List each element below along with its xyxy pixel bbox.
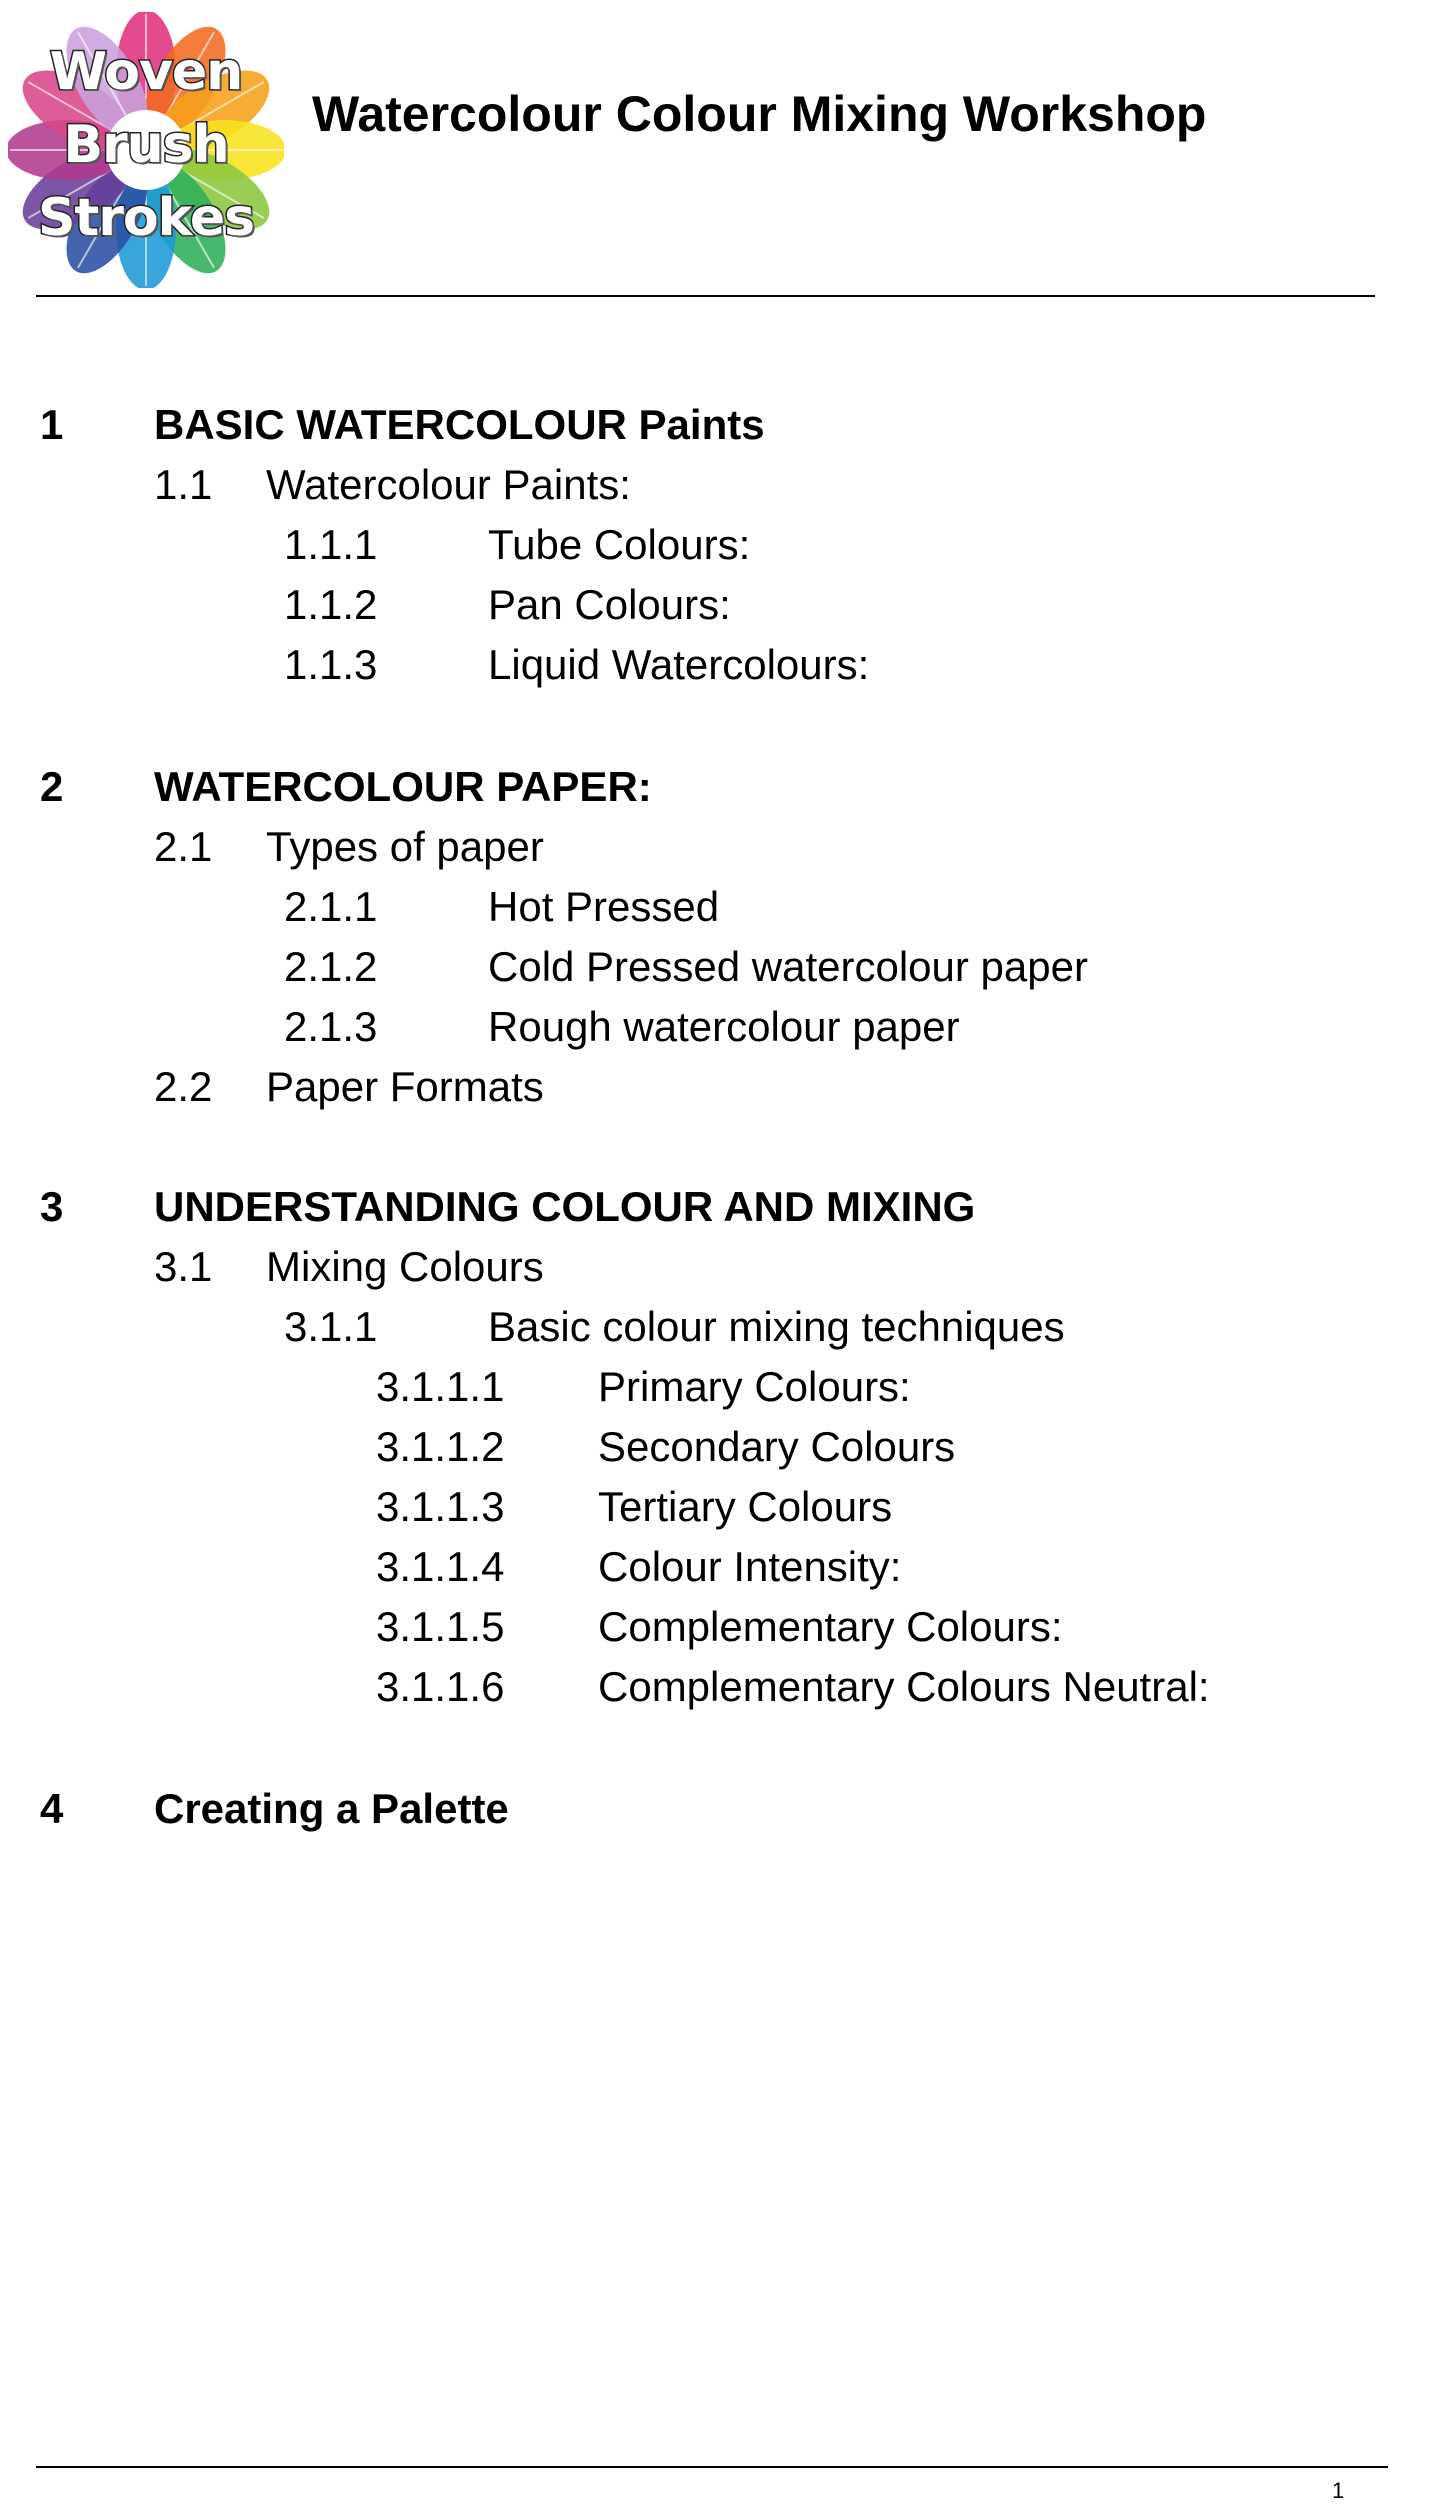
- toc-label: Complementary Colours Neutral:: [598, 1663, 1210, 1710]
- toc-number: 3.1.1.6: [376, 1663, 505, 1710]
- toc-label: Basic colour mixing techniques: [488, 1303, 1065, 1350]
- toc-label: Rough watercolour paper: [488, 1003, 960, 1050]
- toc-label: Primary Colours:: [598, 1363, 911, 1410]
- toc-label: Cold Pressed watercolour paper: [488, 943, 1088, 990]
- toc-label: UNDERSTANDING COLOUR AND MIXING: [154, 1183, 976, 1230]
- toc-label: Secondary Colours: [598, 1423, 956, 1470]
- toc-number: 2.1: [154, 823, 213, 870]
- toc-label: Pan Colours:: [488, 581, 731, 628]
- toc-number: 1.1.2: [284, 581, 378, 628]
- toc-label: Watercolour Paints:: [266, 461, 631, 508]
- toc-label: Mixing Colours: [266, 1243, 544, 1290]
- toc-number: 2.1.3: [284, 1003, 378, 1050]
- toc-number: 3.1.1.5: [376, 1603, 505, 1650]
- toc-number: 3.1.1: [284, 1303, 378, 1350]
- toc-number: 3.1: [154, 1243, 213, 1290]
- toc-number: 2.2: [154, 1063, 213, 1110]
- toc-label: WATERCOLOUR PAPER:: [154, 763, 652, 810]
- toc-number: 3.1.1.2: [376, 1423, 505, 1470]
- toc-label: Hot Pressed: [488, 883, 720, 930]
- toc-number: 4: [40, 1785, 64, 1832]
- toc-label: Complementary Colours:: [598, 1603, 1063, 1650]
- logo-word-3: Strokes: [37, 188, 255, 248]
- footer-divider: [36, 2466, 1388, 2468]
- toc-label: Liquid Watercolours:: [488, 641, 870, 688]
- toc-number: 1.1.3: [284, 641, 378, 688]
- toc-number: 3.1.1.1: [376, 1363, 505, 1410]
- toc-number: 3.1.1.3: [376, 1483, 505, 1530]
- toc-number: 2: [40, 763, 64, 810]
- toc-number: 3: [40, 1183, 64, 1230]
- toc-number: 2.1.2: [284, 943, 378, 990]
- toc-label: BASIC WATERCOLOUR Paints: [154, 401, 765, 448]
- toc-number: 2.1.1: [284, 883, 378, 930]
- toc-label: Creating a Palette: [154, 1785, 509, 1832]
- document-title: Watercolour Colour Mixing Workshop: [312, 86, 1207, 142]
- woven-brush-strokes-logo: [8, 12, 284, 288]
- header-divider: [36, 295, 1375, 297]
- page-number: 1: [1332, 2478, 1345, 2503]
- toc-label: Colour Intensity:: [598, 1543, 902, 1590]
- toc-label: Types of paper: [266, 823, 544, 870]
- toc-number: 1.1: [154, 461, 213, 508]
- toc-number: 1.1.1: [284, 521, 378, 568]
- toc-label: Tube Colours:: [488, 521, 751, 568]
- toc-number: 1: [40, 401, 64, 448]
- toc-label: Paper Formats: [266, 1063, 544, 1110]
- logo-word-1: Woven: [49, 42, 243, 102]
- toc-number: 3.1.1.4: [376, 1543, 505, 1590]
- toc-label: Tertiary Colours: [598, 1483, 893, 1530]
- logo-word-2: Brush: [63, 115, 229, 175]
